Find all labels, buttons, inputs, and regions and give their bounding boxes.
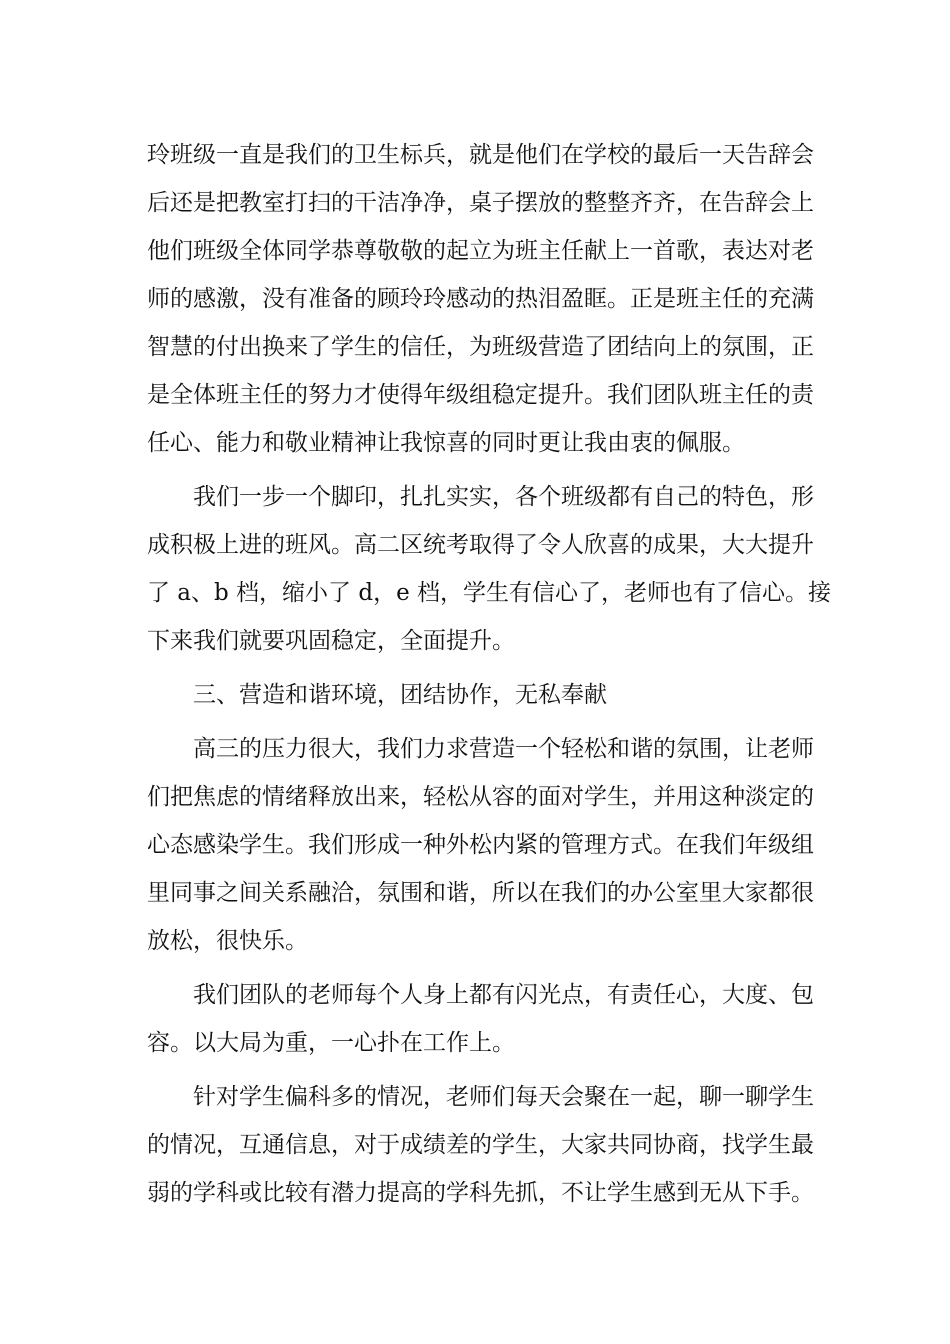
text-line: 的情况，互通信息，对于成绩差的学生，大家共同协商，找学生最 [147, 1132, 814, 1158]
text-line: 成积极上进的班风。高二区统考取得了令人欣喜的成果，大大提升 [147, 532, 814, 558]
text-line: 他们班级全体同学恭尊敬敬的起立为班主任献上一首歌，表达对老 [147, 238, 814, 264]
text-line: 是全体班主任的努力才使得年级组稳定提升。我们团队班主任的责 [147, 382, 814, 408]
text-line: 放松，很快乐。 [147, 928, 308, 954]
text-line: 们把焦虑的情绪释放出来，轻松从容的面对学生，并用这种淡定的 [147, 784, 814, 810]
text-line: 玲班级一直是我们的卫生标兵，就是他们在学校的最后一天告辞会 [147, 142, 814, 168]
paragraph-first-line: 我们一步一个脚印，扎扎实实，各个班级都有自己的特色，形 [193, 484, 814, 510]
text-line: 智慧的付出换来了学生的信任，为班级营造了团结向上的氛围，正 [147, 334, 814, 360]
text-line: 弱的学科或比较有潜力提高的学科先抓，不让学生感到无从下手。 [147, 1180, 814, 1206]
text-line: 了 a、b 档，缩小了 d，e 档，学生有信心了，老师也有了信心。接 [147, 580, 832, 606]
text-line: 师的感激，没有准备的顾玲玲感动的热泪盈眶。正是班主任的充满 [147, 286, 814, 312]
text-line: 容。以大局为重，一心扑在工作上。 [147, 1030, 515, 1056]
text-line: 心态感染学生。我们形成一种外松内紧的管理方式。在我们年级组 [147, 832, 814, 858]
text-line: 任心、能力和敬业精神让我惊喜的同时更让我由衷的佩服。 [147, 430, 745, 456]
paragraph-first-line: 高三的压力很大，我们力求营造一个轻松和谐的氛围，让老师 [193, 736, 814, 762]
paragraph-first-line: 针对学生偏科多的情况，老师们每天会聚在一起，聊一聊学生 [193, 1084, 814, 1110]
text-line: 后还是把教室打扫的干洁净净，桌子摆放的整整齐齐，在告辞会上 [147, 190, 814, 216]
text-line: 下来我们就要巩固稳定，全面提升。 [147, 628, 515, 654]
text-line: 里同事之间关系融洽，氛围和谐，所以在我们的办公室里大家都很 [147, 880, 814, 906]
section-heading: 三、营造和谐环境，团结协作，无私奉献 [193, 682, 607, 708]
paragraph-first-line: 我们团队的老师每个人身上都有闪光点，有责任心，大度、包 [193, 982, 814, 1008]
